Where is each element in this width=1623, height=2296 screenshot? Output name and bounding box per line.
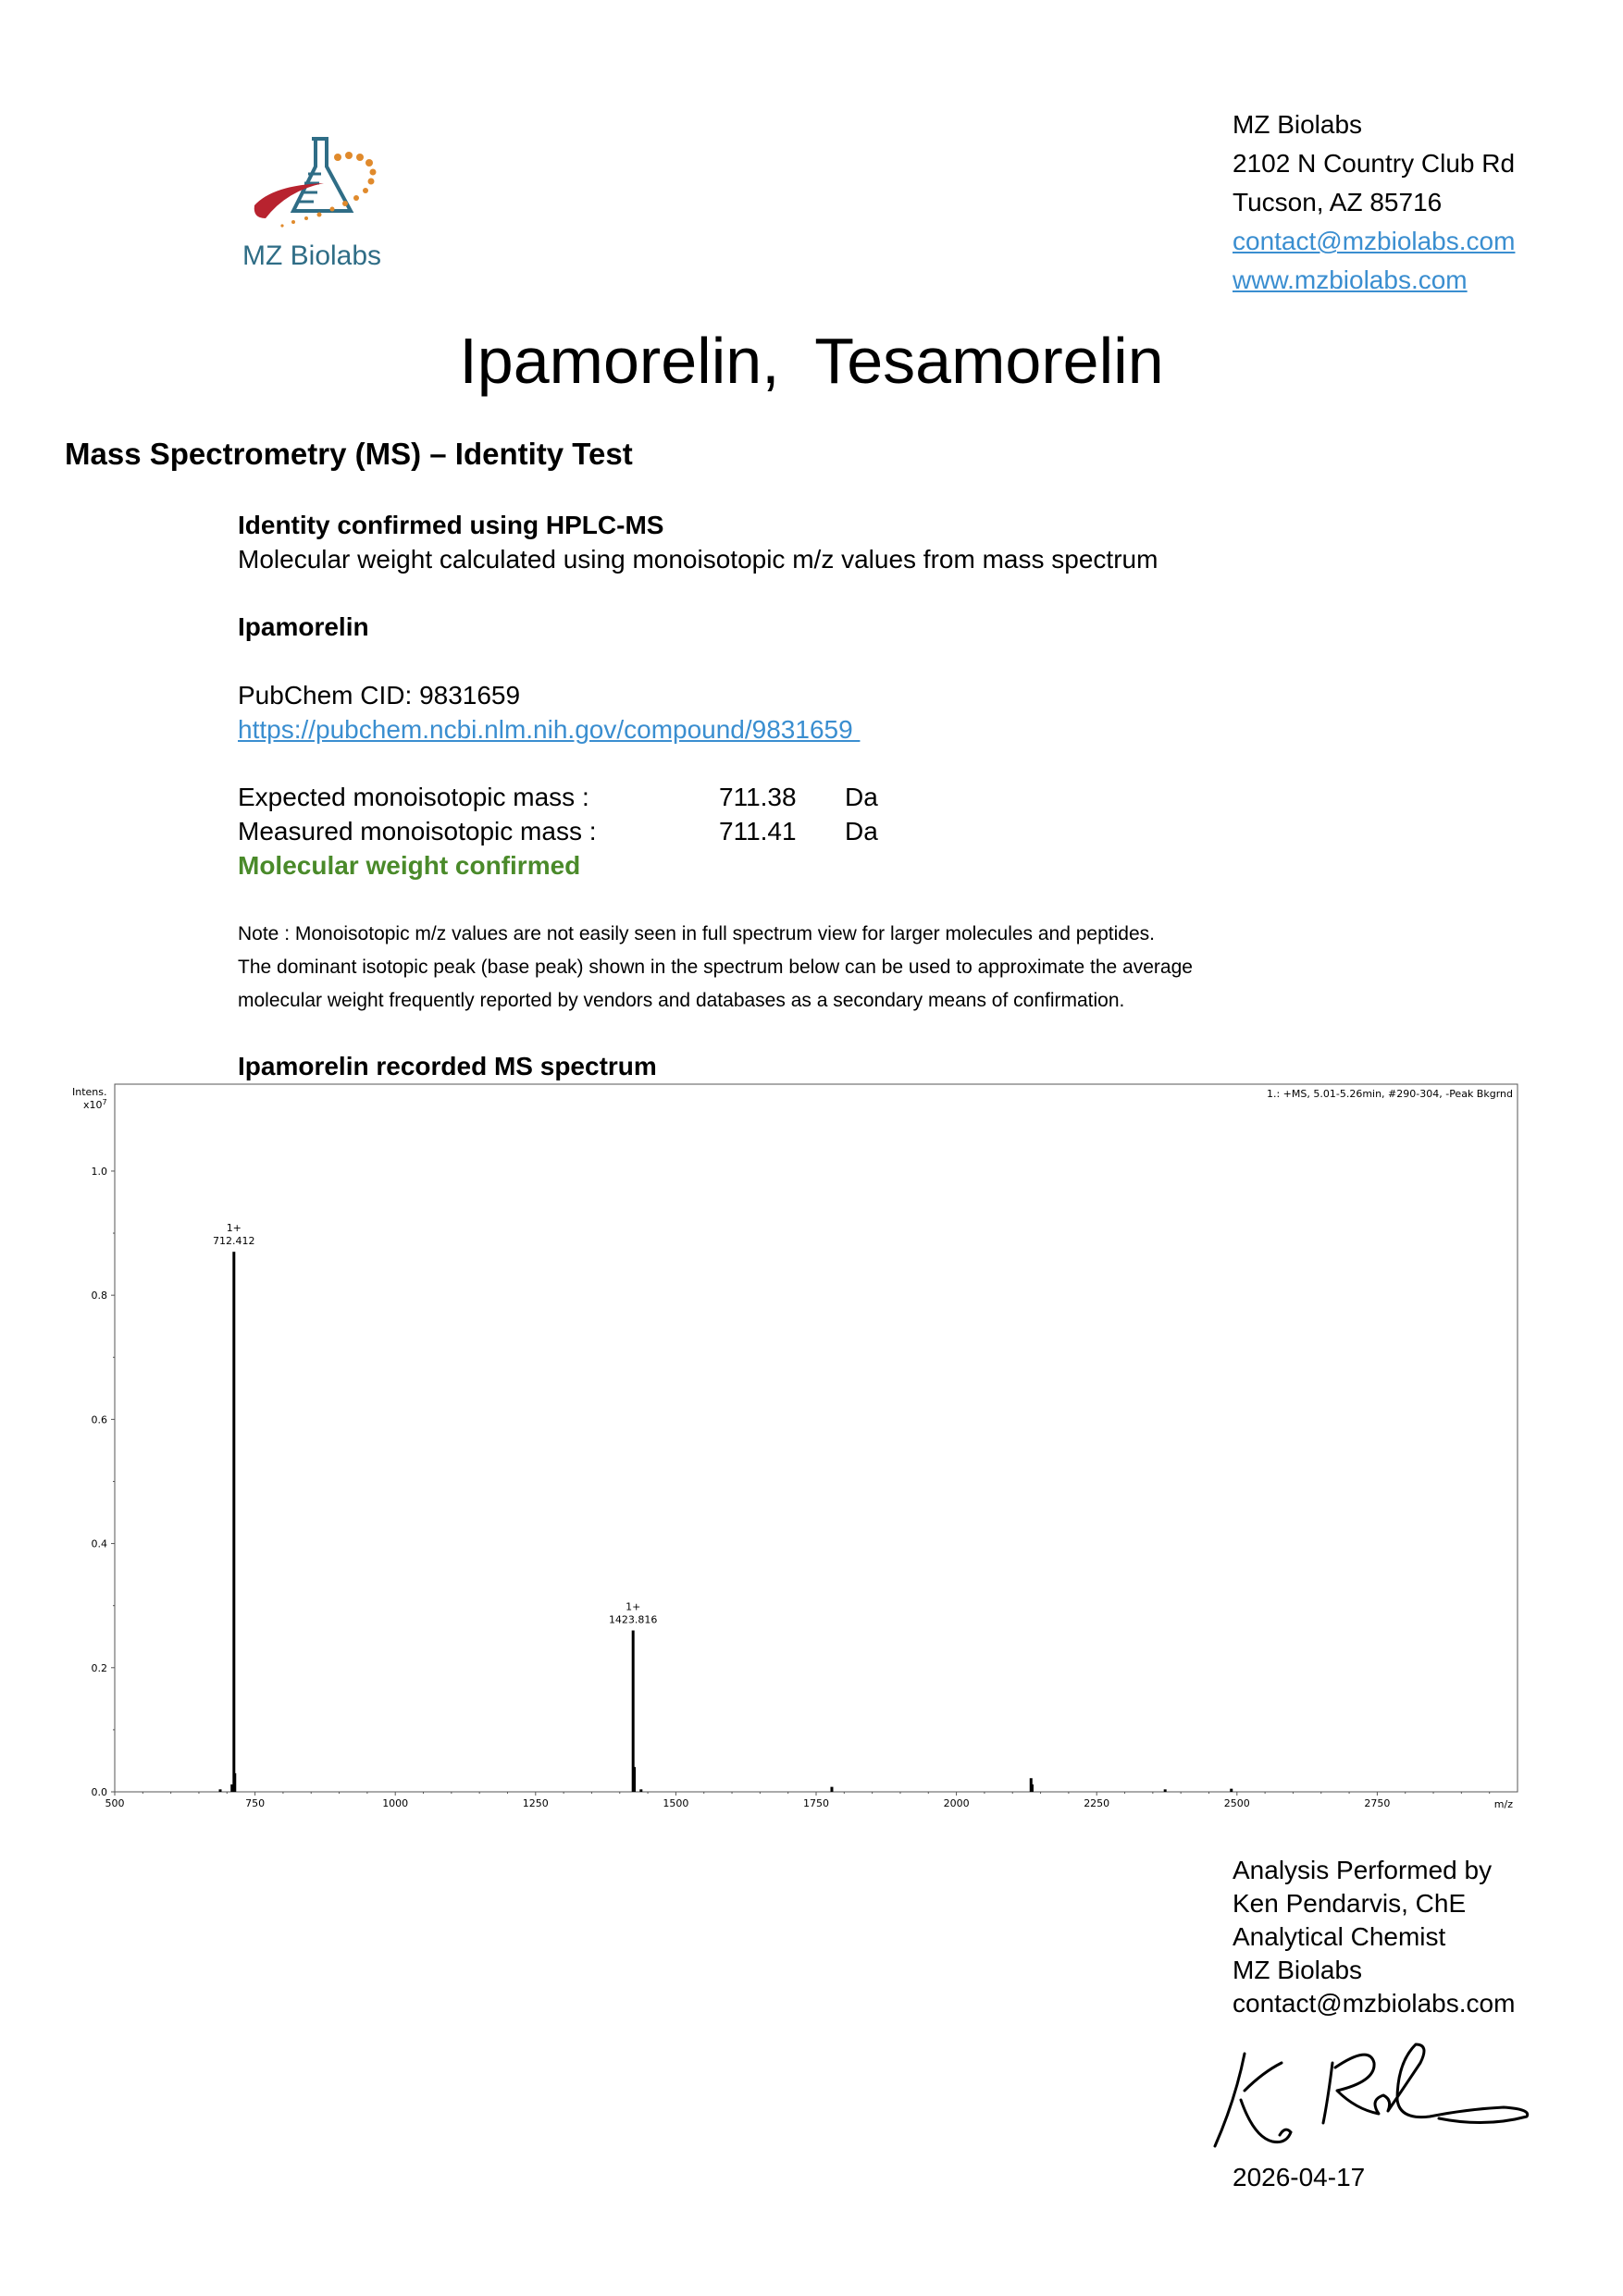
identity-heading: Identity confirmed using HPLC-MS (238, 511, 664, 539)
spectrum-peak (1031, 1784, 1034, 1792)
x-tick-label: 2750 (1364, 1797, 1391, 1809)
spectrum-peak (233, 1773, 236, 1792)
y-tick-label: 0.6 (91, 1413, 107, 1426)
spectrum-peak (232, 1252, 235, 1792)
logo-text: MZ Biolabs (242, 241, 382, 271)
company-name: MZ Biolabs (1233, 110, 1363, 139)
spectrum-peak (633, 1767, 636, 1792)
analyst-block (1233, 1854, 1515, 2020)
expected-mass-unit: Da (845, 783, 878, 811)
spectrum-peak (1164, 1789, 1167, 1792)
spectrum-peak (1230, 1789, 1233, 1792)
expected-mass-label: Expected monoisotopic mass : (238, 783, 589, 811)
analyst-name: Ken Pendarvis, ChE (1233, 1889, 1467, 1918)
document-title: Ipamorelin, Tesamorelin (459, 325, 1164, 397)
confirmation-status: Molecular weight confirmed (238, 851, 581, 880)
expected-mass-value: 711.38 (719, 783, 797, 811)
x-tick-label: 2500 (1223, 1797, 1250, 1809)
spectrum-peak (830, 1787, 833, 1792)
x-axis-label: m/z (1493, 1798, 1513, 1810)
compound-name: Ipamorelin (238, 612, 369, 641)
note-line-3: molecular weight frequently reported by vendors and databases as a secondary means of confirmation. (238, 990, 1125, 1011)
x-tick-label: 2000 (943, 1797, 970, 1809)
plot-frame (115, 1084, 1518, 1792)
section-heading: Mass Spectrometry (MS) – Identity Test (65, 437, 633, 471)
company-website-link[interactable]: www.mzbiolabs.com (1233, 265, 1468, 294)
measured-mass-label: Measured monoisotopic mass : (238, 817, 597, 846)
x-tick-label: 1750 (803, 1797, 829, 1809)
note-line-2: The dominant isotopic peak (base peak) shown in the spectrum below can be used to approximate the average (238, 957, 1193, 978)
analyst-email: contact@mzbiolabs.com (1233, 1989, 1516, 2018)
x-tick-label: 1250 (522, 1797, 549, 1809)
spectrum-peak (219, 1789, 222, 1792)
peak-charge-label: 1+ (626, 1600, 641, 1613)
peak-mz-label: 712.412 (213, 1235, 255, 1248)
address-line-1: 2102 N Country Club Rd (1233, 149, 1516, 178)
analyst-title: Analytical Chemist (1233, 1922, 1446, 1951)
pubchem-link[interactable]: https://pubchem.ncbi.nlm.nih.gov/compound/9831659 (238, 715, 861, 744)
pubchem-cid: PubChem CID: 9831659 (238, 681, 521, 710)
analysis-date: 2026-04-17 (1233, 2163, 1366, 2191)
y-tick-label: 1.0 (91, 1165, 107, 1178)
identity-description: Molecular weight calculated using monoisotopic m/z values from mass spectrum (238, 545, 1158, 574)
chart-header-note: 1.: +MS, 5.01-5.26min, #290-304, -Peak Bkgrnd (1266, 1088, 1513, 1100)
note-line-1: Note : Monoisotopic m/z values are not easily seen in full spectrum view for larger molecules and peptides. (238, 923, 1155, 944)
measured-mass-value: 711.41 (719, 817, 797, 846)
y-tick-label: 0.8 (91, 1290, 107, 1302)
x-tick-label: 500 (105, 1797, 125, 1809)
y-axis-scale: $x10^7$ (83, 1098, 107, 1111)
handwritten-signature (1208, 2035, 1578, 2165)
analysis-performed-by: Analysis Performed by (1233, 1856, 1493, 1884)
analyst-company: MZ Biolabs (1233, 1956, 1363, 1984)
x-tick-label: 2250 (1084, 1797, 1110, 1809)
address-line-2: Tucson, AZ 85716 (1233, 188, 1443, 216)
y-tick-label: 0.4 (91, 1537, 107, 1550)
peak-mz-label: 1423.816 (608, 1613, 658, 1626)
y-tick-label: 0.0 (91, 1786, 107, 1798)
spectrum-heading: Ipamorelin recorded MS spectrum (238, 1052, 657, 1080)
peak-charge-label: 1+ (226, 1222, 242, 1235)
x-tick-label: 750 (245, 1797, 266, 1809)
spectrum-peak (639, 1789, 642, 1792)
measured-mass-unit: Da (845, 817, 878, 846)
y-axis-label: Intens. (72, 1086, 107, 1098)
company-email-link[interactable]: contact@mzbiolabs.com (1233, 227, 1516, 255)
ms-spectrum-chart (65, 1082, 1527, 1813)
company-address (1233, 105, 1515, 300)
y-tick-label: 0.2 (91, 1661, 107, 1674)
x-tick-label: 1500 (663, 1797, 689, 1809)
x-tick-label: 1000 (382, 1797, 409, 1809)
